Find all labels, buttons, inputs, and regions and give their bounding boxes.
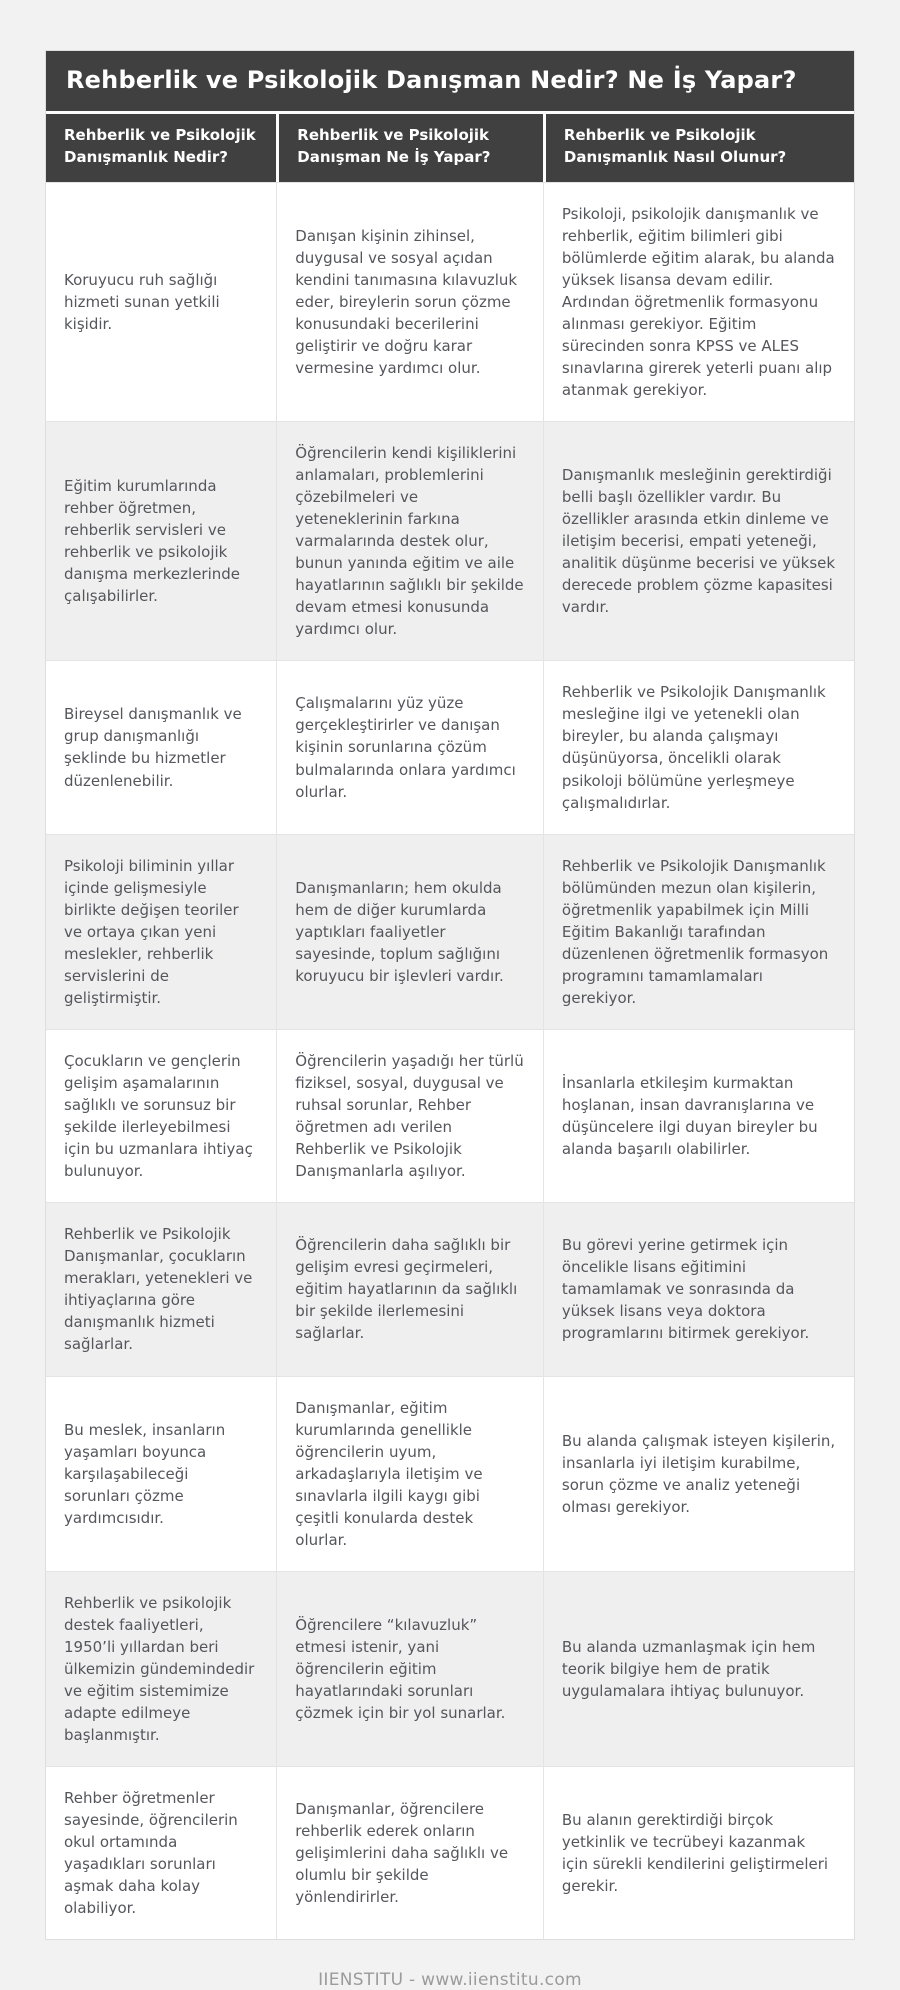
table-cell: İnsanlarla etkileşim kurmaktan hoşlanan, insan davranışlarına ve düşüncelere ilgi duyan bireyler bu alanda başarılı olabilirler. bbox=[543, 1029, 854, 1202]
table-cell: Bu meslek, insanların yaşamları boyunca karşılaşabileceği sorunları çözme yardımcısıdır. bbox=[46, 1376, 276, 1571]
header-row bbox=[46, 111, 854, 182]
table-row bbox=[46, 1376, 854, 1571]
table-cell: Bireysel danışmanlık ve grup danışmanlığı şeklinde bu hizmetler düzenlenebilir. bbox=[46, 660, 276, 833]
table-cell: Öğrencilere “kılavuzluk” etmesi istenir, yani öğrencilerin eğitim hayatlarındaki sorunları çözmek için bir yol sunarlar. bbox=[276, 1571, 543, 1766]
table-row bbox=[46, 660, 854, 833]
table-cell: Öğrencilerin daha sağlıklı bir gelişim evresi geçirmeleri, eğitim hayatlarının da sağlıklı bir şekilde ilerlemesini sağlarlar. bbox=[276, 1202, 543, 1375]
table-row bbox=[46, 1202, 854, 1375]
table-cell: Danışmanlık mesleğinin gerektirdiği belli başlı özellikler vardır. Bu özellikler arasında etkin dinleme ve iletişim becerisi, empati yeteneği, analitik düşünme becerisi ve yüksek derecede problem çözme kapasitesi vardır. bbox=[543, 421, 854, 660]
table-cell: Rehber öğretmenler sayesinde, öğrencilerin okul ortamında yaşadıkları sorunları aşmak daha kolay olabiliyor. bbox=[46, 1766, 276, 1939]
table-cell: Öğrencilerin yaşadığı her türlü fiziksel, sosyal, duygusal ve ruhsal sorunlar, Rehber öğretmen adı verilen Rehberlik ve Psikolojik Danışmanlarla aşılıyor. bbox=[276, 1029, 543, 1202]
table-cell: Danışmanlar, eğitim kurumlarında genellikle öğrencilerin uyum, arkadaşlarıyla iletişim ve sınavlarla ilgili kaygı gibi çeşitli konularda destek olurlar. bbox=[276, 1376, 543, 1571]
table-cell: Bu alanda çalışmak isteyen kişilerin, insanlarla iyi iletişim kurabilme, sorun çözme ve analiz yeteneği olması gerekiyor. bbox=[543, 1376, 854, 1571]
table-cell: Koruyucu ruh sağlığı hizmeti sunan yetkili kişidir. bbox=[46, 182, 276, 421]
table-cell: Psikoloji biliminin yıllar içinde gelişmesiyle birlikte değişen teoriler ve ortaya çıkan yeni meslekler, rehberlik servislerini de geliştirmiştir. bbox=[46, 834, 276, 1029]
table-cell: Rehberlik ve Psikolojik Danışmanlar, çocukların merakları, yetenekleri ve ihtiyaçlarına göre danışmanlık hizmeti sağlarlar. bbox=[46, 1202, 276, 1375]
table-cell: Rehberlik ve psikolojik destek faaliyetleri, 1950’li yıllardan beri ülkemizin gündemindedir ve eğitim sistemimize adapte edilmeye başlanmıştır. bbox=[46, 1571, 276, 1766]
table-row bbox=[46, 182, 854, 421]
table-row bbox=[46, 421, 854, 660]
table-row bbox=[46, 1571, 854, 1766]
page-title: Rehberlik ve Psikolojik Danışman Nedir? Ne İş Yapar? bbox=[46, 51, 854, 111]
table-cell: Danışmanların; hem okulda hem de diğer kurumlarda yaptıkları faaliyetler sayesinde, toplum sağlığını koruyucu bir işlevleri vardır. bbox=[276, 834, 543, 1029]
footer-credit: IIENSTITU - www.iienstitu.com bbox=[318, 1970, 582, 1990]
table-cell: Öğrencilerin kendi kişiliklerini anlamaları, problemlerini çözebilmeleri ve yeteneklerinin farkına varmalarında destek olur, bunun yanında eğitim ve aile hayatlarının sağlıklı bir şekilde devam etmesi konusunda yardımcı olur. bbox=[276, 421, 543, 660]
table-row bbox=[46, 834, 854, 1029]
table-cell: Danışan kişinin zihinsel, duygusal ve sosyal açıdan kendini tanımasına kılavuzluk eder, bireylerin sorun çözme konusundaki becerilerini geliştirir ve doğru karar vermesine yardımcı olur. bbox=[276, 182, 543, 421]
table-cell: Psikoloji, psikolojik danışmanlık ve rehberlik, eğitim bilimleri gibi bölümlerde eğitim alarak, bu alanda yüksek lisansa devam edilir. Ardından öğretmenlik formasyonu alınması gerekiyor. Eğitim sürecinden sonra KPSS ve ALES sınavlarına girerek yeterli puanı alıp atanmak gerekiyor. bbox=[543, 182, 854, 421]
table-cell: Rehberlik ve Psikolojik Danışmanlık mesleğine ilgi ve yetenekli olan bireyler, bu alanda çalışmayı düşünüyorsa, öncelikli olarak psikoloji bölümüne yerleşmeye çalışmalıdırlar. bbox=[543, 660, 854, 833]
info-table bbox=[46, 111, 854, 1939]
column-header-ne-is-yapar: Rehberlik ve Psikolojik Danışman Ne İş Yapar? bbox=[276, 111, 543, 182]
table-cell: Bu görevi yerine getirmek için öncelikle lisans eğitimini tamamlamak ve sonrasında da yüksek lisans veya doktora programlarını bitirmek gerekiyor. bbox=[543, 1202, 854, 1375]
table-cell: Çalışmalarını yüz yüze gerçekleştirirler ve danışan kişinin sorunlarına çözüm bulmalarında onlara yardımcı olurlar. bbox=[276, 660, 543, 833]
page bbox=[0, 50, 900, 1990]
column-header-nasil-olunur: Rehberlik ve Psikolojik Danışmanlık Nasıl Olunur? bbox=[543, 111, 854, 182]
table-cell: Bu alanda uzmanlaşmak için hem teorik bilgiye hem de pratik uygulamalara ihtiyaç bulunuyor. bbox=[543, 1571, 854, 1766]
table-cell: Eğitim kurumlarında rehber öğretmen, rehberlik servisleri ve rehberlik ve psikolojik danışma merkezlerinde çalışabilirler. bbox=[46, 421, 276, 660]
table-cell: Rehberlik ve Psikolojik Danışmanlık bölümünden mezun olan kişilerin, öğretmenlik yapabilmek için Milli Eğitim Bakanlığı tarafından düzenlenen öğretmenlik formasyon programını tamamlamaları gerekiyor. bbox=[543, 834, 854, 1029]
table-row bbox=[46, 1029, 854, 1202]
table-cell: Bu alanın gerektirdiği birçok yetkinlik ve tecrübeyi kazanmak için sürekli kendilerini geliştirmeleri gerekir. bbox=[543, 1766, 854, 1939]
table-cell: Danışmanlar, öğrencilere rehberlik ederek onların gelişimlerini daha sağlıklı ve olumlu bir şekilde yönlendirirler. bbox=[276, 1766, 543, 1939]
table-row bbox=[46, 1766, 854, 1939]
table-cell: Çocukların ve gençlerin gelişim aşamalarının sağlıklı ve sorunsuz bir şekilde ilerleyebilmesi için bu uzmanlara ihtiyaç bulunuyor. bbox=[46, 1029, 276, 1202]
column-header-nedir: Rehberlik ve Psikolojik Danışmanlık Nedir? bbox=[46, 111, 276, 182]
info-card bbox=[45, 50, 855, 1940]
